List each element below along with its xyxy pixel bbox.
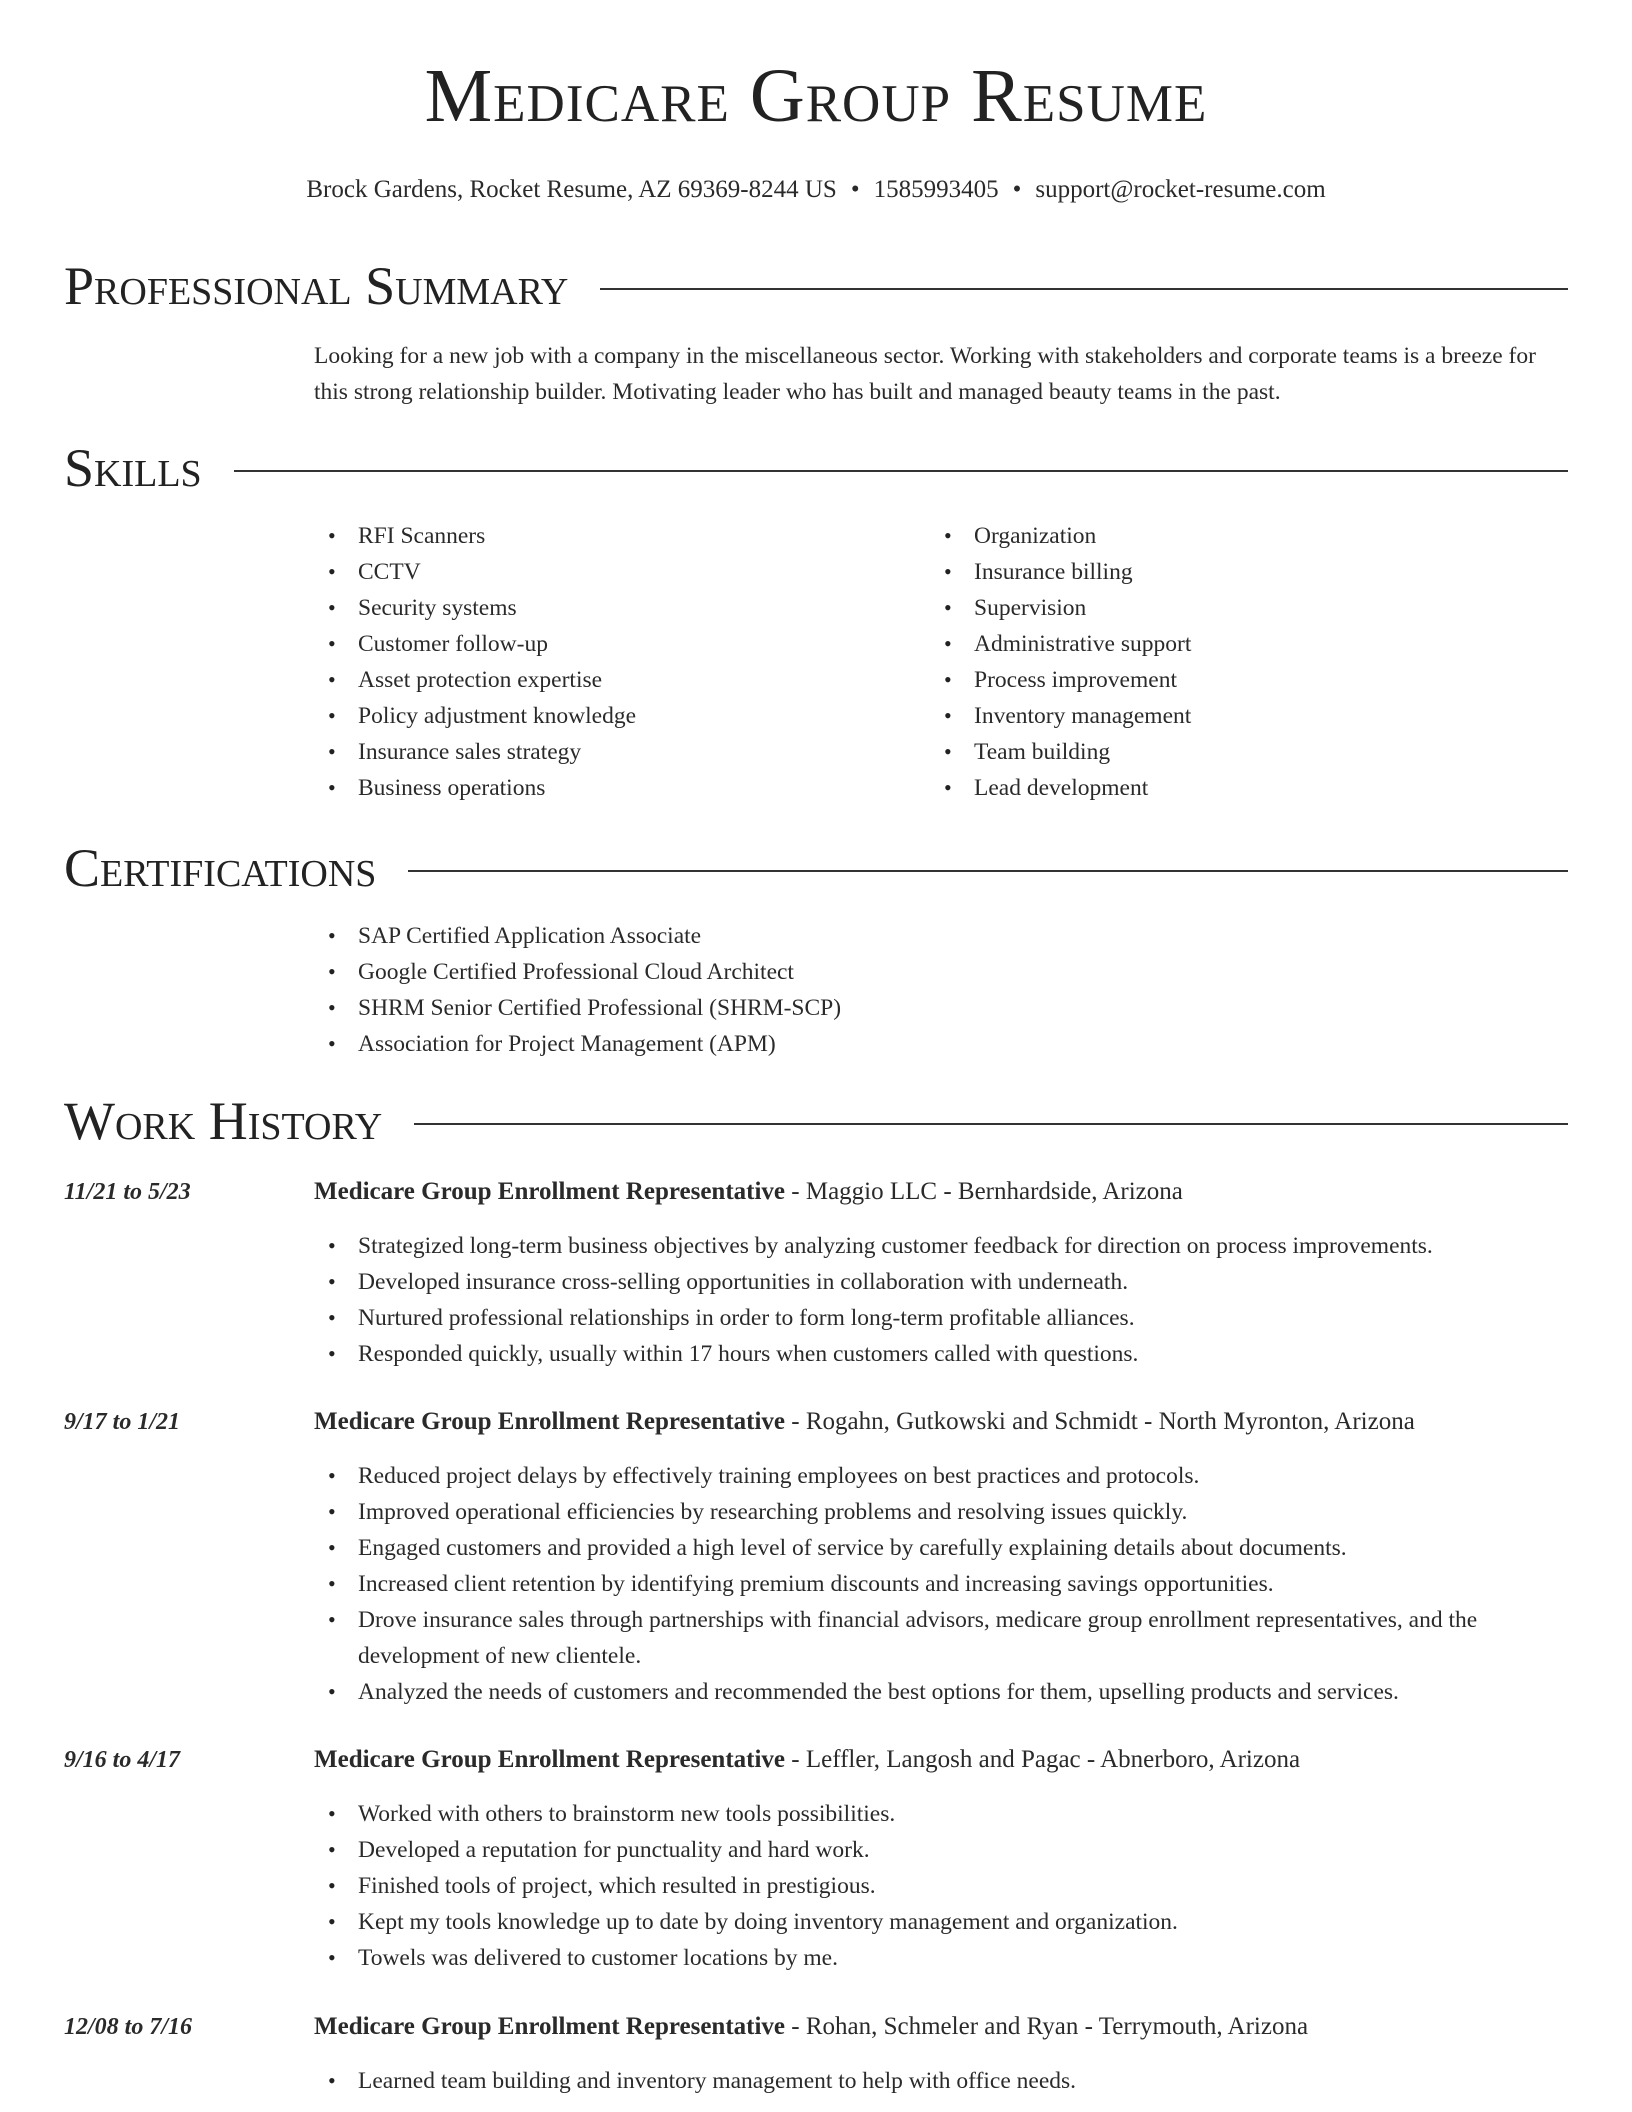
skill-item: • Business operations: [314, 770, 874, 806]
section-divider: [408, 870, 1568, 872]
section-title: Work History: [64, 1091, 383, 1151]
skill-item: • Customer follow-up: [314, 626, 874, 662]
skill-item: • Insurance sales strategy: [314, 734, 874, 770]
job-bullet: • Strategized long-term business objectives by analyzing customer feedback for direction on process improvements.: [314, 1228, 1568, 1264]
job-employer-location: - Rogahn, Gutkowski and Schmidt - North Myronton, Arizona: [785, 1408, 1415, 1435]
job-bullet: • Developed insurance cross-selling opportunities in collaboration with underneath.: [314, 1264, 1568, 1300]
contact-phone: 1585993405: [873, 176, 999, 203]
contact-email: support@rocket-resume.com: [1035, 176, 1326, 203]
job-bullet: • Developed a reputation for punctuality and hard work.: [314, 1832, 1568, 1868]
job-bullet: • Increased client retention by identifying premium discounts and increasing savings opportunities.: [314, 1566, 1568, 1602]
job-bullets: [314, 1458, 1568, 1710]
job-role: Medicare Group Enrollment Representative: [314, 1408, 786, 1435]
skill-item: • Asset protection expertise: [314, 662, 874, 698]
skill-item: • Process improvement: [930, 662, 1490, 698]
job-bullet: • Kept my tools knowledge up to date by doing inventory management and organization.: [314, 1904, 1568, 1940]
section-title: Skills: [64, 438, 202, 498]
job-bullets: [314, 2063, 1568, 2099]
skill-item: • Security systems: [314, 590, 874, 626]
section-divider: [234, 470, 1568, 472]
job-bullet: • Nurtured professional relationships in order to form long-term profitable alliances.: [314, 1300, 1568, 1336]
section-heading-certifications: [64, 838, 1568, 898]
skill-item: • RFI Scanners: [314, 518, 874, 554]
section-title: Professional Summary: [64, 256, 569, 316]
certifications-list: [314, 918, 1564, 1062]
job-role: Medicare Group Enrollment Representative: [314, 2013, 786, 2040]
job-dates: 9/16 to 4/17: [64, 1747, 181, 1773]
job-dates: 11/21 to 5/23: [64, 1179, 191, 1205]
skill-item: • Inventory management: [930, 698, 1490, 734]
section-heading-summary: [64, 256, 1568, 316]
contact-address: Brock Gardens, Rocket Resume, AZ 69369-8244 US: [306, 176, 837, 203]
job-bullets: [314, 1796, 1568, 1976]
job-headline: [314, 2009, 1568, 2045]
job-bullet: • Improved operational efficiencies by researching problems and resolving issues quickly.: [314, 1494, 1568, 1530]
section-title: Certifications: [64, 838, 377, 898]
summary-text: Looking for a new job with a company in the miscellaneous sector. Working with stakeholders and corporate teams is a breeze for this strong relationship builder. Motivating leader who has built and managed beauty teams in the past.: [314, 343, 1536, 405]
resume-title: Medicare Group Resume: [424, 54, 1208, 138]
job-bullet: • Drove insurance sales through partnerships with financial advisors, medicare group enrollment representatives, and the development of new clientele.: [314, 1602, 1568, 1674]
skill-item: • Organization: [930, 518, 1490, 554]
job-bullet: • Finished tools of project, which resulted in prestigious.: [314, 1868, 1568, 1904]
job-dates: 9/17 to 1/21: [64, 1409, 181, 1435]
skills-list-right: [930, 518, 1490, 806]
job-employer-location: - Rohan, Schmeler and Ryan - Terrymouth, Arizona: [785, 2013, 1309, 2040]
skill-item: • Insurance billing: [930, 554, 1490, 590]
skill-item: • Lead development: [930, 770, 1490, 806]
job-headline: [314, 1742, 1568, 1778]
section-heading-skills: [64, 438, 1568, 498]
job-bullet: • Analyzed the needs of customers and recommended the best options for them, upselling products and services.: [314, 1674, 1568, 1710]
skill-item: • CCTV: [314, 554, 874, 590]
contact-separator: •: [850, 176, 860, 203]
job-bullet: • Worked with others to brainstorm new tools possibilities.: [314, 1796, 1568, 1832]
job-bullet: • Responded quickly, usually within 17 hours when customers called with questions.: [314, 1336, 1568, 1372]
skill-item: • Administrative support: [930, 626, 1490, 662]
job-headline: [314, 1174, 1568, 1210]
contact-separator: •: [1012, 176, 1022, 203]
job-bullet: • Towels was delivered to customer locations by me.: [314, 1940, 1568, 1976]
skill-item: • Policy adjustment knowledge: [314, 698, 874, 734]
job-employer-location: - Maggio LLC - Bernhardside, Arizona: [785, 1178, 1183, 1205]
certification-item: • SAP Certified Application Associate: [314, 918, 1564, 954]
certification-item: • Google Certified Professional Cloud Architect: [314, 954, 1564, 990]
job-employer-location: - Leffler, Langosh and Pagac - Abnerboro, Arizona: [785, 1746, 1301, 1773]
job-bullet: • Reduced project delays by effectively training employees on best practices and protocols.: [314, 1458, 1568, 1494]
skill-item: • Supervision: [930, 590, 1490, 626]
job-role: Medicare Group Enrollment Representative: [314, 1746, 786, 1773]
job-role: Medicare Group Enrollment Representative: [314, 1178, 786, 1205]
section-heading-work-history: [64, 1091, 1568, 1151]
job-bullet: • Learned team building and inventory management to help with office needs.: [314, 2063, 1568, 2099]
skill-item: • Team building: [930, 734, 1490, 770]
certification-item: • SHRM Senior Certified Professional (SHRM-SCP): [314, 990, 1564, 1026]
certification-item: • Association for Project Management (APM): [314, 1026, 1564, 1062]
skills-list-left: [314, 518, 874, 806]
contact-line: [0, 175, 1632, 205]
job-headline: [314, 1404, 1568, 1440]
section-divider: [600, 288, 1568, 290]
job-bullets: [314, 1228, 1568, 1372]
job-bullet: • Engaged customers and provided a high level of service by carefully explaining details about documents.: [314, 1530, 1568, 1566]
section-divider: [414, 1123, 1568, 1125]
job-dates: 12/08 to 7/16: [64, 2014, 193, 2040]
